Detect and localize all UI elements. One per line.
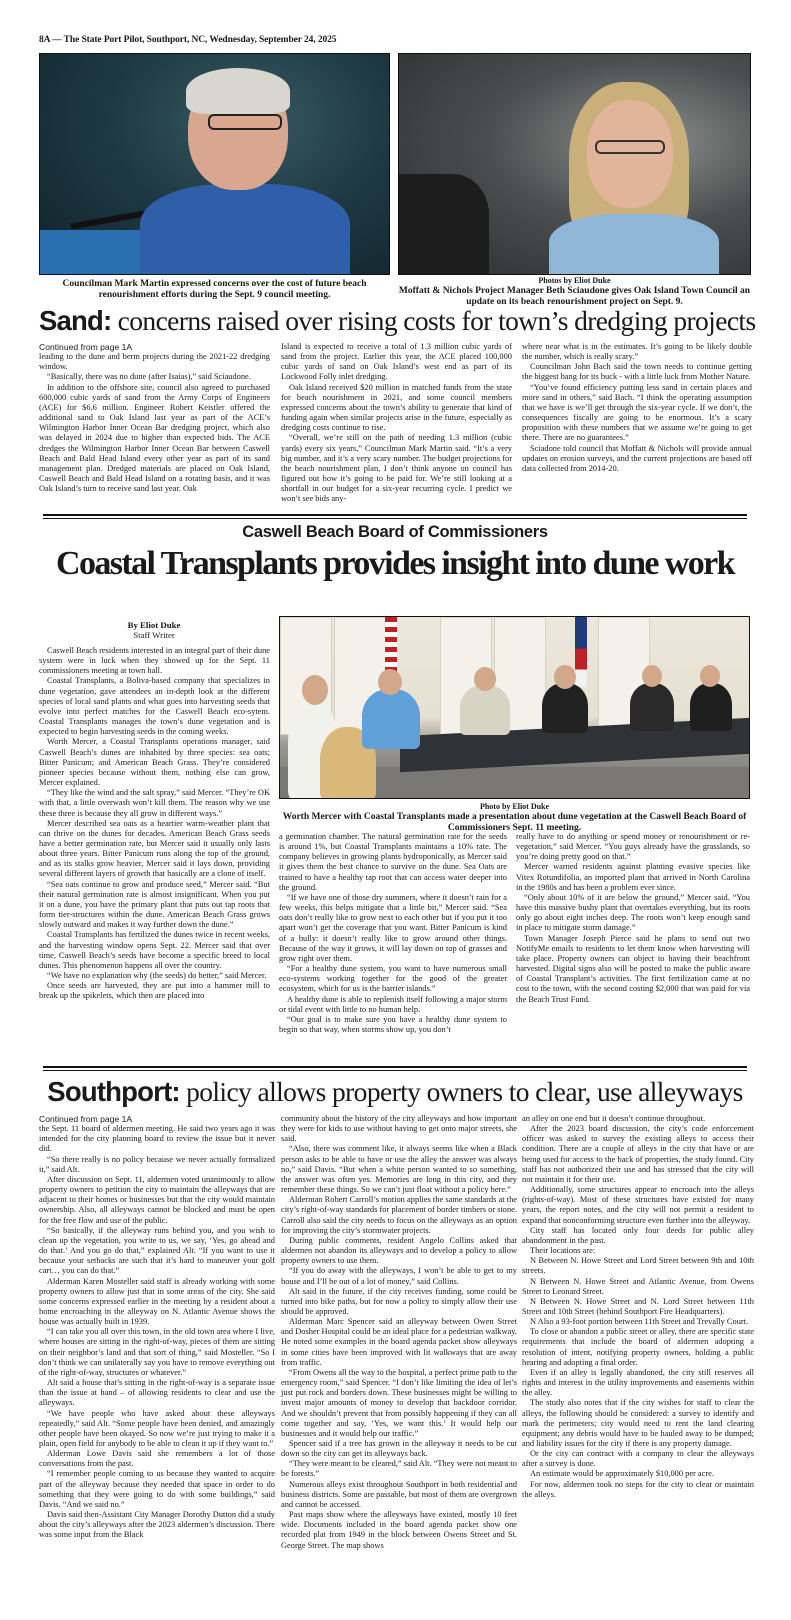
- glasses-shape: [595, 140, 665, 154]
- article-paragraph: The study also notes that if the city wishes for staff to clear the alleys, the following should be considered: a survey to identify and mark the perimeters; city would need to rent the land clearing equipment; any debris would have to be hauled away to be dumped; and liability issues for the city if there is any property damage.: [522, 1398, 754, 1448]
- dune-column-3: [516, 832, 750, 1005]
- person-head-shape: [554, 665, 576, 689]
- photo-caption-left: Councilman Mark Martin expressed concerns over the cost of future beach renourishment efforts during the Sept. 9 council meeting.: [62, 279, 367, 300]
- continued-label: Continued from page 1A: [39, 1114, 133, 1124]
- article-paragraph: Town Manager Joseph Pierce said he plans to send out two NotifyMe emails to residents to let them know when harvesting will take place. Property owners can object to having their beachfront harvested. Digital signs also will be posted to make the public aware of Coastal Transplant’s activities. The first fertilization came at no cost to the town, with the second costing $2,000 that was paid for via the Beach Trust Fund.: [516, 933, 750, 1004]
- article-paragraph: where near what is in the estimates. It’s going to be likely double the number, which is really scary.”: [522, 342, 752, 362]
- dune-column-1: [39, 646, 270, 1001]
- article-paragraph: “Basically, there was no dune (after Isaias),” said Sciaudone.: [47, 372, 251, 382]
- alley-column-1: [39, 1114, 275, 1541]
- alley-column-3: [522, 1114, 754, 1500]
- article-paragraph: After discussion on Sept. 11, aldermen voted unanimously to allow property owners to petition the city to maintain the alleyways that are adjacent to their homes or businesses but that the city would maintain ownership. Also, all alleyways cannot be blocked and must be open for the free flow and use of the public.: [39, 1174, 275, 1225]
- photo-commissioners-meeting: [279, 616, 750, 799]
- article-paragraph: Their locations are:: [530, 1246, 596, 1256]
- article-paragraph: N Between N. Howe Street and N. Lord Street between 11th Street and 10th Street (behind Southport Fire Headquarters).: [522, 1296, 754, 1316]
- article-paragraph: community about the history of the city alleyways and how important they were for kids to use without having to get onto major streets, she said.: [281, 1114, 517, 1144]
- person-shape: [542, 683, 588, 733]
- article-paragraph: N Also a 93-foot portion between 11th Street and Trevally Court.: [530, 1317, 749, 1327]
- article-paragraph: Numerous alleys exist throughout Southport in both residential and business districts. Some are passable, but most of them are overgrown and cannot be accessed.: [281, 1479, 517, 1509]
- article-paragraph: leading to the dune and berm projects during the 2021-22 dredging window.: [39, 352, 270, 372]
- article-paragraph: Davis said then-Assistant City Manager Dorothy Dutton did a study about the city’s alleyways after the 2023 aldermen’s discussion. There was some input from the Black: [39, 1510, 275, 1540]
- photo-mark-martin: [39, 53, 390, 275]
- person-head-shape: [642, 665, 662, 687]
- article-paragraph: Alderman Marc Spencer said an alleyway between Owen Street and Dosher Hospital could be an ideal place for a pedestrian walkway. He noted some examples in the board agenda packet show alleyways in some cities have been improved with lit walkways that are away from traffic.: [281, 1317, 517, 1367]
- person-head-shape: [378, 669, 402, 695]
- person-head-shape: [587, 100, 673, 208]
- article-paragraph: “You’ve found efficiency putting less sand in certain places and more sand in others,” said Bach. “I think the operating assumption that we have is we’ll get through the six-year cycle. If we don’t, the consequences fiscally are going to be enormous. It’s a scary proposition with these numbers that we assume we’re going to get there. There are no guarantees.”: [522, 382, 752, 443]
- sand-column-3: [522, 342, 752, 474]
- article-paragraph: “From Owens all the way to the hospital, a perfect prime path to the emergency room,” said Spencer. “I don’t like limiting the idea of let’s just put rock and borders down. These businesses might be willing to invest major amounts of money to develop that backdoor corridor. And we shouldn’t prevent that from possibly happening if they can all come together and say, ‘Yes, we want this.’ It would help our businesses and it would help our traffic.”: [281, 1367, 517, 1438]
- section-divider-thin: [43, 518, 747, 519]
- article-paragraph: Island is expected to receive a total of 1.3 million cubic yards of sand from the project. Earlier this year, the ACE placed 100,000 cubic yards of sand on Oak Island’s west end as part of its Lockwood Folly inlet dredging.: [281, 342, 512, 382]
- article-paragraph: “We have no explanation why (the seeds) do better,” said Mercer.: [47, 971, 267, 980]
- article-paragraph: “Sea oats continue to grow and produce seed,” Mercer said. “But their natural germination rate is almost insignificant. When you put it on a dune, you have the primary plant that puts out tap roots that form tier-structures within the dune. American Beach Grass grows slowly outward and makes it way further down the dune.”: [39, 879, 270, 930]
- article-paragraph: After the 2023 board discussion, the city’s code enforcement officer was asked to survey the existing alleys to access their condition. There are a couple of alleys in the city that have or are being used for access to the back of properties, the study found. City staff has not authorized their use and has stressed that the city will not maintain it for their use.: [522, 1124, 754, 1184]
- person-head-shape: [302, 675, 328, 705]
- article-paragraph: “So there really is no policy because we never actually formalized it,” said Alt.: [39, 1154, 275, 1174]
- article-paragraph: “If we have one of those dry summers, where it doesn’t rain for a few weeks, this helps mitigate that a little bit,” Mercer said. “Sea oats don’t really like to grow next to each other but if you put it too apart won’t get the coverage that you want. Bitter Panicum is kind of a bully: it doesn’t really like to grow around other things. Because of the way it grows, it will lay down on top of grasses and grow right over them.: [279, 892, 507, 963]
- article-paragraph: “If you do away with the alleyways, I won’t be able to get to my house and I’ll be out of a lot of money,” said Collins.: [281, 1266, 517, 1286]
- article-paragraph: A healthy dune is able to replenish itself following a major storm or tidal event with little to no human help.: [279, 994, 507, 1014]
- article-paragraph: Additionally, some structures appear to encroach into the alleys (rights-of-way). Most of these structures have existed for many years, the report notes, and the city will not permit a resident to expand that nonconforming structure even further into the alleyway.: [522, 1185, 754, 1225]
- article-paragraph: “Only about 10% of it are below the ground,” Mercer said. “You have this massive bushy plant that overtakes everything, but its roots only go about eight inches deep. The roots won’t keep enough sand in place to mitigate storm damage.”: [516, 892, 750, 933]
- article-paragraph: the Sept. 11 board of aldermen meeting. He said two years ago it was intended for the city planning board to review the issue but it never did.: [39, 1124, 275, 1154]
- section-divider-thin: [43, 1070, 747, 1071]
- article-paragraph: an alley on one end but it doesn’t continue throughout.: [522, 1114, 706, 1123]
- article-paragraph: “Also, there was comment like, it always seems like when a Black person asks to be able to have or use the alley the answer was always no,” said Davis. “But when a white person wanted to so something, the answer was often yes. Memories are long in this city, and they remember these things. So we can’t just float without a policy here.”: [281, 1144, 517, 1195]
- article-paragraph: Oak Island received $20 million in matched funds from the state for beach nourishment in 2021, and some council members expressed concerns about the town’s ability to generate that kind of funding again when similar projects arise in the future, especially as dredging costs continue to rise.: [281, 382, 512, 433]
- sand-column-1: [39, 342, 270, 494]
- article-paragraph: Councilman John Bach said the town needs to continue getting the biggest bang for its buck - with a little luck from Mother Nature.: [522, 362, 752, 382]
- glasses-shape: [208, 114, 282, 130]
- person-hair-shape: [186, 68, 290, 114]
- photo-beth-sciaudone: [398, 53, 751, 275]
- dune-column-2: [279, 832, 507, 1035]
- article-paragraph: To close or abandon a public street or alley, there are specific state requirements that include the board of aldermen adopting a resolution of intent, notifying property owners, holding a public hearing and adopting a final order.: [522, 1327, 754, 1367]
- article-paragraph: Coastal Transplants, a Boliva-based company that specializes in dune vegetation, gave attendees an in-depth look at the different species of local sand plants and what goes into harvesting seeds that evolve into perfect matches for the Caswell Beach eco-sytem. Coastal Transplants manages the town’s dune vegetation and is expected to begin harvesting seeds in the coming weeks.: [39, 676, 270, 737]
- photo-caption-right-text: Moffatt & Nichols Project Manager Beth Sciaudone gives Oak Island Town Council an update on its beach renourishment project on Sept. 9.: [398, 286, 751, 307]
- person-body-shape: [549, 214, 719, 275]
- article-paragraph: “So basically, if the alleyway runs behind you, and you wish to clean up the vegetation, you write to us, we say, ‘Yes, go ahead and do that.’ And you go do that,” explained Alt. “If you want to use it because your setbacks are such that it’s hard to maneuver your golf cart… you can do that.”: [39, 1225, 275, 1276]
- person-head-shape: [700, 665, 720, 687]
- article-paragraph: Coastal Transplants has fertilized the dunes twice in recent weeks, and the harvesting window opens Sept. 22. Mercer said that over time, Caswell Beach’s seeds have become a specific breed to local dunes. This phenomenon happens all over the country.: [39, 930, 270, 970]
- meeting-photo-caption-text: Worth Mercer with Coastal Transplants made a presentation about dune vegetation at the Caswell Beach Board of Commissioners Sept. 11 meeting.: [282, 812, 747, 833]
- article-paragraph: “They like the wind and the salt spray,” said Mercer. “They’re OK with that, a little overwash won’t kill them. The reason why we use these three is because they all grow in different ways.”: [39, 788, 270, 818]
- section-label: Caswell Beach Board of Commissioners: [242, 523, 548, 541]
- meeting-photo-caption: [279, 801, 750, 834]
- article-paragraph: “I can take you all over this town, in the old town area where I live, where houses are sitting in the right-of-way, pieces of them are sitting on their neighbor’s land and that sort of thing,” said Mosteller. “So I don’t think we can unilaterally say you have to remove everything out of the right-of-way, structures or whatever.”: [39, 1327, 275, 1377]
- article-paragraph: “We have people who have asked about these alleyways repeatedly,” said Alt. “Some people have been denied, and amazingly other people have been okayed. So now we’re just trying to make it a plain, open field for anybody to be able to clean it up if they want to.”: [39, 1408, 275, 1448]
- article-paragraph: Once seeds are harvested, they are put into a hammer mill to break up the spikelets, which then are placed into: [39, 981, 270, 1001]
- article-paragraph: Caswell Beach residents interested in an integral part of their dune system were in luck when they showed up for the Sept. 11 commissioners meeting at town hall.: [39, 646, 270, 676]
- article-paragraph: Worth Mercer, a Coastal Transplants operations manager, said Caswell Beach’s dunes are inhabited by three species: sea oats; Bitter Panicum; and American Beach Grass. They’re considered pioneer species because without them, nothing else can grow, Mercer explained.: [39, 737, 270, 788]
- article-paragraph: “For a healthy dune system, you want to have numerous small eco-systems working together for the good of the greater ecosystem, which for us is the barrier islands.”: [279, 964, 507, 994]
- article-paragraph: “They were meant to be cleared,” said Alt. “They were not meant to be forests.”: [281, 1459, 517, 1479]
- article-paragraph: Alderman Lowe Davis said she remembers a lot of those conversations from the past.: [39, 1449, 275, 1469]
- person-shape: [362, 689, 420, 749]
- sand-headline-text: concerns raised over rising costs for town’s dredging projects: [111, 305, 756, 336]
- southport-kicker: Southport:: [47, 1076, 180, 1107]
- photo-credit: Photos by Eliot Duke: [538, 276, 611, 285]
- page-folio: 8A — The State Port Pilot, Southport, NC, Wednesday, September 24, 2025: [39, 35, 337, 45]
- article-paragraph: During public comments, resident Angelo Collins asked that aldermen not abandon its alleyways and to develop a policy to allow property owners to use them.: [281, 1235, 517, 1266]
- article-paragraph: Alt said in the future, if the city receives funding, some could be turned into bike paths, but for now a policy to simply allow their use should be approved.: [281, 1286, 517, 1316]
- laptop-shape: [40, 230, 150, 275]
- byline: [39, 620, 269, 640]
- photo-credit: Photo by Eliot Duke: [479, 802, 550, 811]
- article-paragraph: “Our goal is to make sure you have a healthy dune system to begin so that way, when storms show up, you don’t: [279, 1014, 507, 1034]
- person-shape: [460, 685, 510, 735]
- article-paragraph: Or the city can contract with a company to clear the alleyways after a survey is done.: [522, 1449, 754, 1469]
- section-divider: [43, 514, 747, 516]
- article-paragraph: Spencer said if a tree has grown in the alleyway it needs to be cut down so the city can get its alleyways back.: [281, 1439, 517, 1459]
- article-paragraph: N Between N. Howe Street and Lord Street between 9th and 10th streets.: [522, 1256, 754, 1276]
- article-paragraph: “Overall, we’re still on the path of needing 1.3 million (cubic yards) every six years,” Councilman Mark Martin said. “It’s a very big number, and it’s a very scary number. The budget projections for the beach nourishment plan, I don’t think anyone on council has figured out how it’s going to be paid for. We’re still looking at a shortfall in our budget for a six-year recurring cycle. I predict we won’t see bids any-: [281, 433, 512, 504]
- article-paragraph: Alt said a house that’s sitting in the right-of-way is a separate issue than the issue at hand – of allowing residents to clear and use the alleyways.: [39, 1378, 275, 1408]
- foreground-blur-shape: [399, 174, 489, 275]
- byline-author: By Eliot Duke: [127, 620, 181, 630]
- article-paragraph: Alderman Karen Mosteller said staff is already working with some property owners to allow just that in some areas of the city. She said some concerns expressed earlier in the meeting by a resident about a home encroaching in the alleyway on N. Atlantic Avenue shows the house was actually built in 1939.: [39, 1276, 275, 1327]
- article-paragraph: Mercer described sea oats as a heartier warm-weather plant that can thrive on the dunes for decades. American Beach Grass seeds have a better germination rate, but Mercer said it usually only lasts about three years. Bitter Panicum runs along the top of the ground, and as its stalks grow heavier, Mercer said it lays down, providing several different layers of growth that basically are a clone of itself.: [39, 818, 270, 879]
- article-paragraph: “I remember people coming to us because they wanted to acquire part of the alleyway because they needed that space in order to do something that they were going to do with some buildings,” said Davis. “And we said no.”: [39, 1469, 275, 1509]
- byline-title: Staff Writer: [133, 630, 175, 640]
- article-paragraph: An estimate would be approximately $10,000 per acre.: [530, 1469, 714, 1479]
- sand-kicker: Sand:: [39, 305, 112, 336]
- southport-headline-text: policy allows property owners to clear, use alleyways: [179, 1076, 743, 1107]
- article-paragraph: For now, aldermen took no steps for the city to clear or maintain the alleys.: [522, 1479, 754, 1499]
- person-body-shape: [140, 184, 350, 275]
- southport-headline: [39, 1076, 751, 1108]
- state-flag-shape: [575, 617, 587, 687]
- dune-headline: Coastal Transplants provides insight into dune work: [56, 545, 734, 582]
- article-paragraph: Even if an alley is legally abandoned, the city still reserves all rights and interest in the utility improvements and easements within the alley.: [522, 1367, 754, 1398]
- person-shape: [630, 683, 674, 731]
- article-paragraph: N Between N. Howe Street and Atlantic Avenue, from Owens Street to Leonard Street.: [522, 1276, 754, 1296]
- article-paragraph: Mercer warned residents against planting evasive species like Vitex Rotundifolia, an imported plant that arrived in North Carolina in the 1980s and has been a problem ever since.: [516, 862, 750, 892]
- photo-caption-right: [398, 275, 751, 308]
- article-paragraph: Alderman Robert Carroll’s motion applies the same standards at the city’s right-of-way standards for placement of border timbers or stone. Carroll also said the city needs to focus on the alleyways as an option for improving the city’s stormwater projects.: [281, 1195, 517, 1235]
- alley-column-2: [281, 1114, 517, 1551]
- section-divider: [43, 1066, 747, 1068]
- sand-headline: [39, 305, 756, 337]
- article-paragraph: In addition to the offshore site, council also agreed to purchased 600,000 cubic yards of sand from the Army Corps of Engineers (ACE) for $6.6 million. Engineer Robert Keistler offered the additional sand to Oak Island last year as part of the ACE’s Wilmington Harbor Inner Ocean Bar dredging project, which also was delayed in 2024 due to higher than expected bids. The ACE dredges the Wilmington Harbor Inner Ocean Bar between Caswell Beach and Bald Head Island every other year as part of its sand management plan. Dredged materials are placed on Oak Island, Caswell Beach and Bald Head Island on a rotating basis, and it was Oak Island’s turn to receive sand last year. Oak: [39, 382, 270, 494]
- article-paragraph: Sciadone told council that Moffatt & Nichols will provide annual updates on erosion surveys, and the current projections are based off data collected from 2014-20.: [522, 443, 752, 473]
- article-paragraph: really have to do anything or spend money or renourishment or re-vegetation,” said Mercer. “You guys already have the grasslands, so you’re doing pretty good on that.”: [516, 832, 750, 862]
- article-paragraph: City staff has located only four deeds for public alley abandonment in the past.: [522, 1225, 754, 1245]
- sand-column-2: [281, 342, 512, 505]
- article-paragraph: Past maps show where the alleyways have existed, mostly 10 feet wide. Documents included in the board agenda packet show one recorded plat from 1949 in the block between Owens Street and St. George Street. The map shows: [281, 1510, 517, 1550]
- person-shape: [690, 683, 732, 731]
- continued-label: Continued from page 1A: [39, 342, 133, 352]
- article-paragraph: a germination chamber. The natural germination rate for the seeds is around 1%, but Coastal Transplants maintains a 10% rate. The company believes in growing plants hydroponically, as Mercer said it gives them the best chance to survive on the dune. Sea Oats are trained to have a healthy tap root that can access water deeper into the ground.: [279, 832, 507, 892]
- person-head-shape: [474, 667, 496, 691]
